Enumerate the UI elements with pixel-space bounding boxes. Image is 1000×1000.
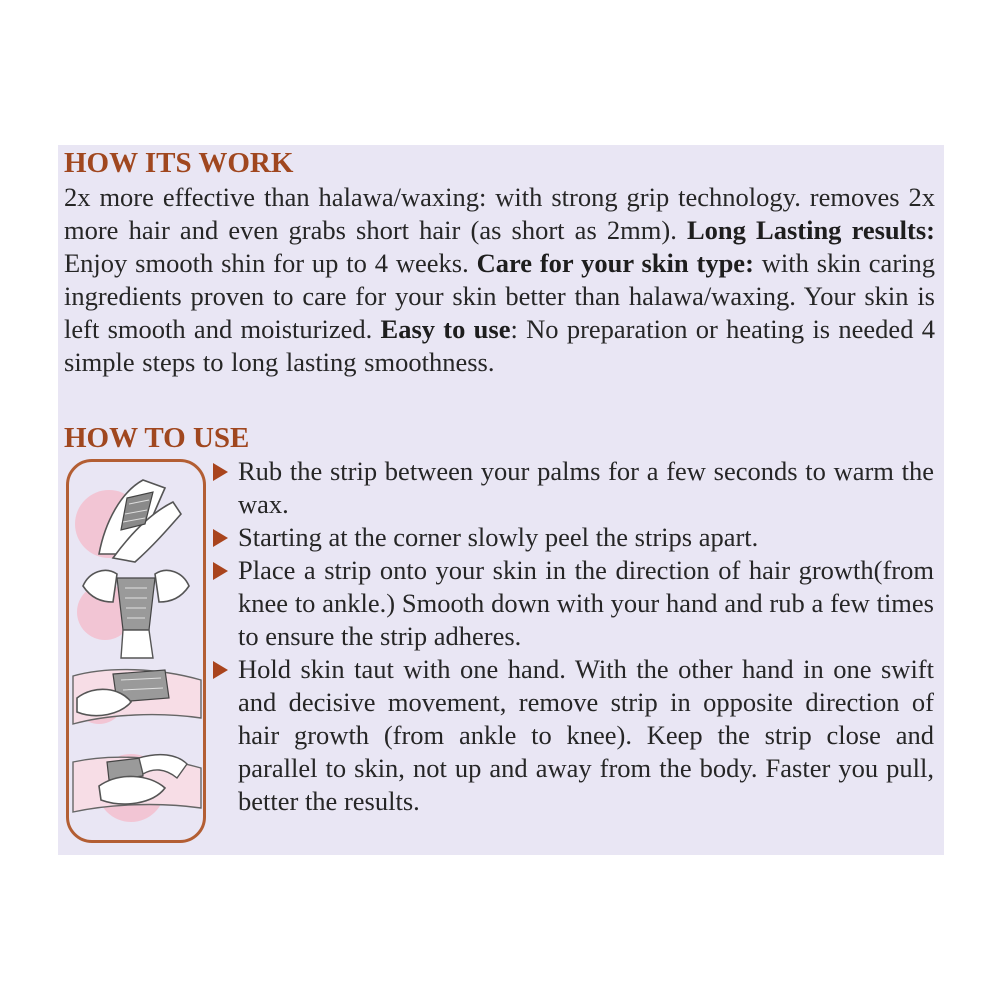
step-item — [210, 521, 934, 554]
intro-segment: : No preparation or heating is needed 4 simple steps to long lasting smoothness. — [64, 314, 935, 377]
step-item — [210, 653, 934, 818]
rub-palms-illustration — [75, 480, 181, 562]
peel-strips-illustration — [77, 570, 189, 658]
bullet-arrow-icon — [213, 562, 228, 580]
step-item — [210, 455, 934, 521]
care-skin-type-label: Care for your skin type: — [476, 248, 754, 278]
easy-to-use-label: Easy to use — [380, 314, 511, 344]
how-to-use-heading: HOW TO USE — [64, 422, 250, 454]
pull-strip-illustration — [73, 754, 201, 822]
intro-segment: Enjoy smooth shin for up to 4 weeks. — [64, 248, 477, 278]
illustration-strip — [66, 459, 206, 843]
step-text: Place a strip onto your skin in the direction of hair growth(from knee to ankle.) Smooth down with your hand and rub a few times to ensure the strip adheres. — [238, 555, 934, 651]
step-text: Hold skin taut with one hand. With the other hand in one swift and decisive movement, remove strip in opposite direction of hair growth (from ankle to knee). Keep the strip close and parallel to skin, not up and away from the body. Faster you pull, better the results. — [238, 654, 934, 816]
step-text: Starting at the corner slowly peel the strips apart. — [238, 522, 759, 552]
how-to-use-steps — [210, 455, 934, 818]
how-it-works-paragraph — [64, 181, 935, 379]
bullet-arrow-icon — [213, 529, 228, 547]
bullet-arrow-icon — [213, 463, 228, 481]
intro-segment: 2x more effective than halawa/waxing: with strong grip technology. removes 2x more hair and even grabs short hair (as short as 2mm). — [64, 182, 935, 245]
apply-strip-illustration — [73, 670, 201, 724]
how-it-works-heading: HOW ITS WORK — [64, 147, 294, 179]
long-lasting-label: Long Lasting results: — [686, 215, 935, 245]
intro-segment: with skin caring ingredients proven to care for your skin better than halawa/waxing. Your skin is left smooth and moisturized. — [64, 248, 936, 344]
bullet-arrow-icon — [213, 661, 228, 679]
step-text: Rub the strip between your palms for a few seconds to warm the wax. — [238, 456, 934, 519]
step-item — [210, 554, 934, 653]
